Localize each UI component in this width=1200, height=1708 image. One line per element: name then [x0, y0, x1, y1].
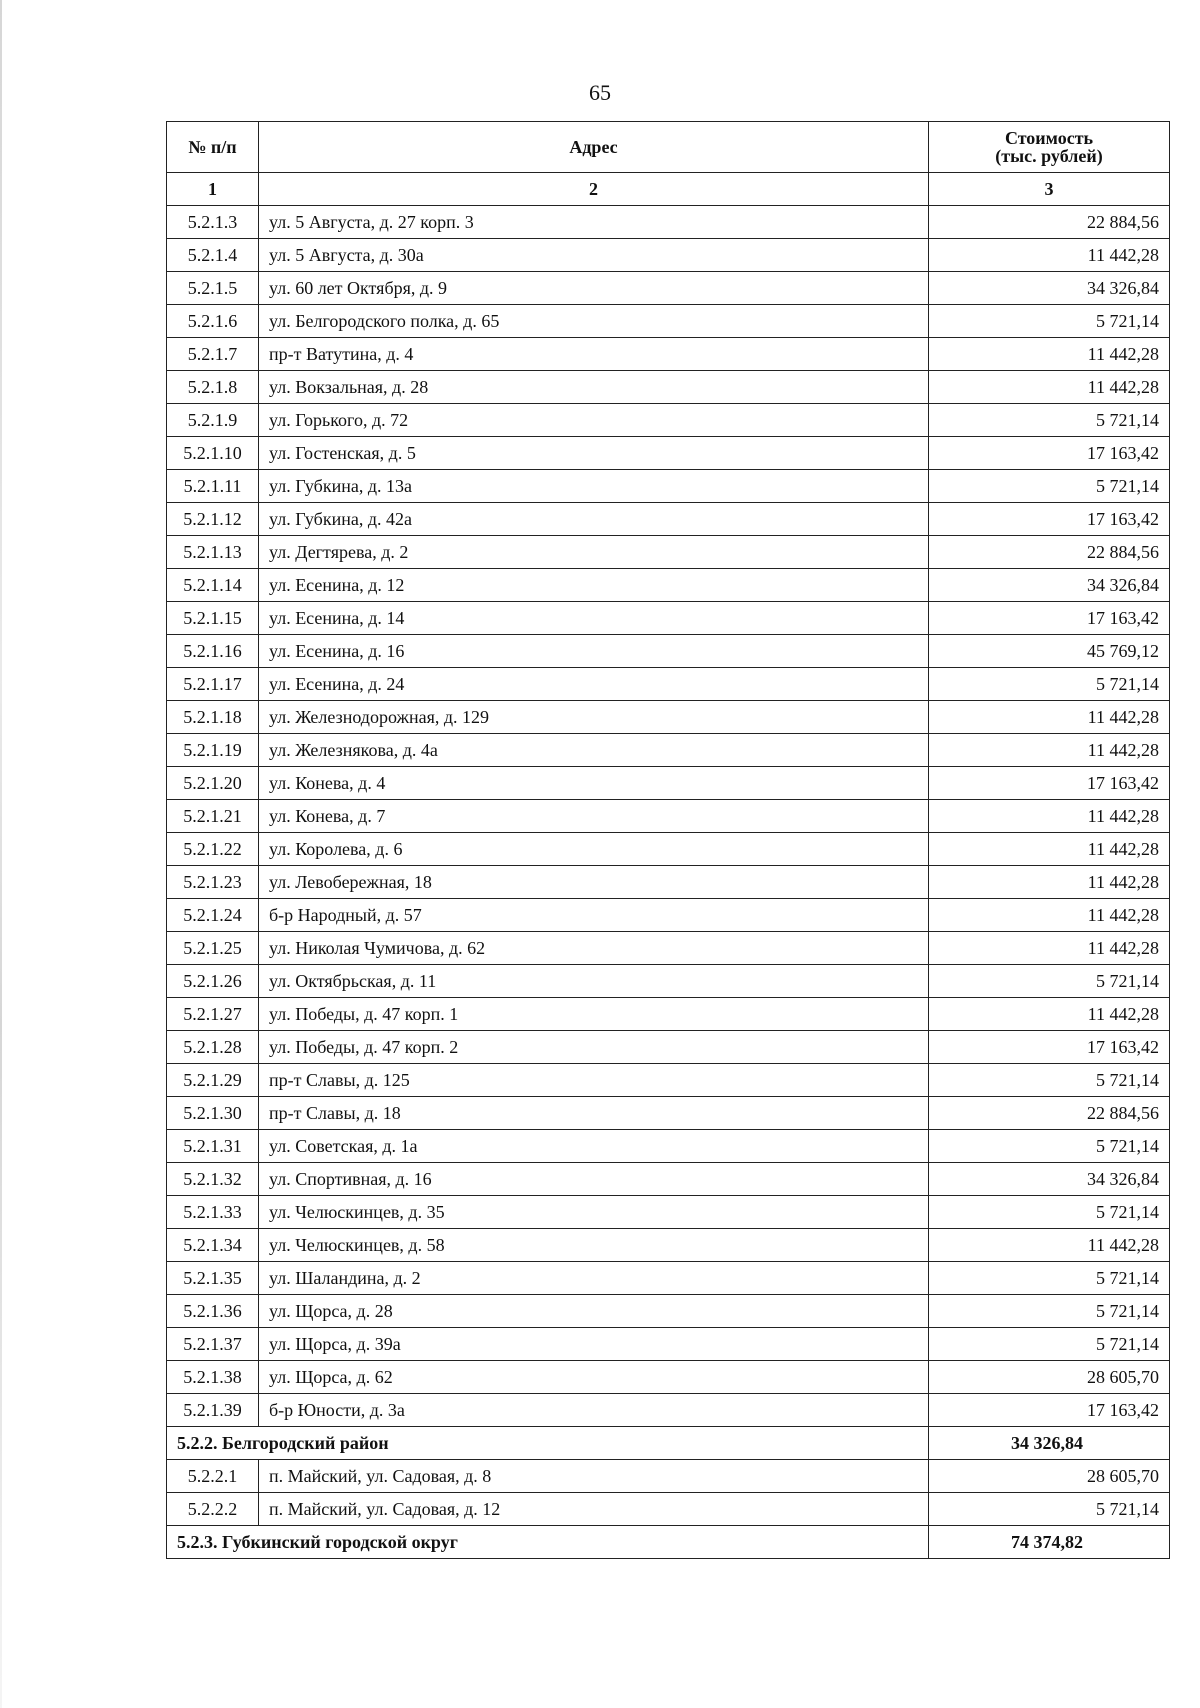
row-address: ул. Губкина, д. 13а	[259, 470, 929, 503]
header-address: Адрес	[259, 122, 929, 173]
row-cost: 11 442,28	[929, 866, 1170, 899]
header-cost-line2: (тыс. рублей)	[995, 146, 1103, 166]
row-number: 5.2.1.29	[167, 1064, 259, 1097]
table-row	[167, 734, 1170, 767]
row-number: 5.2.2.1	[167, 1460, 259, 1493]
row-cost: 5 721,14	[929, 1493, 1170, 1526]
row-number: 5.2.1.22	[167, 833, 259, 866]
table-row	[167, 1394, 1170, 1427]
row-cost: 22 884,56	[929, 1097, 1170, 1130]
row-address: ул. Есенина, д. 14	[259, 602, 929, 635]
table-row	[167, 899, 1170, 932]
section-row	[167, 1526, 1170, 1559]
row-cost: 17 163,42	[929, 437, 1170, 470]
row-cost: 11 442,28	[929, 734, 1170, 767]
table-row	[167, 1130, 1170, 1163]
row-cost: 34 326,84	[929, 1163, 1170, 1196]
row-number: 5.2.1.30	[167, 1097, 259, 1130]
section-title: 5.2.2. Белгородский район	[167, 1427, 929, 1460]
row-number: 5.2.1.18	[167, 701, 259, 734]
row-cost: 5 721,14	[929, 965, 1170, 998]
row-cost: 5 721,14	[929, 668, 1170, 701]
cost-table	[166, 121, 1170, 1559]
row-address: ул. Белгородского полка, д. 65	[259, 305, 929, 338]
table-row	[167, 503, 1170, 536]
row-address: ул. Дегтярева, д. 2	[259, 536, 929, 569]
row-number: 5.2.1.20	[167, 767, 259, 800]
section-row	[167, 1427, 1170, 1460]
table-row	[167, 833, 1170, 866]
row-address: ул. Спортивная, д. 16	[259, 1163, 929, 1196]
row-cost: 11 442,28	[929, 371, 1170, 404]
row-number: 5.2.1.13	[167, 536, 259, 569]
row-address: пр-т Славы, д. 125	[259, 1064, 929, 1097]
row-address: ул. Конева, д. 7	[259, 800, 929, 833]
row-address: ул. Конева, д. 4	[259, 767, 929, 800]
row-cost: 11 442,28	[929, 701, 1170, 734]
row-number: 5.2.1.12	[167, 503, 259, 536]
row-cost: 34 326,84	[929, 272, 1170, 305]
row-number: 5.2.1.35	[167, 1262, 259, 1295]
column-number: 2	[259, 173, 929, 206]
column-number-row	[167, 173, 1170, 206]
row-address: ул. Николая Чумичова, д. 62	[259, 932, 929, 965]
table-row	[167, 1493, 1170, 1526]
row-address: ул. Железнякова, д. 4а	[259, 734, 929, 767]
row-address: ул. Губкина, д. 42а	[259, 503, 929, 536]
row-address: пр-т Ватутина, д. 4	[259, 338, 929, 371]
row-address: ул. Есенина, д. 16	[259, 635, 929, 668]
row-address: ул. Гостенская, д. 5	[259, 437, 929, 470]
row-number: 5.2.1.19	[167, 734, 259, 767]
row-cost: 5 721,14	[929, 1196, 1170, 1229]
table-row	[167, 1460, 1170, 1493]
row-number: 5.2.1.26	[167, 965, 259, 998]
scan-edge	[0, 0, 2, 1708]
table-row	[167, 371, 1170, 404]
header-cost-line1: Стоимость	[1004, 128, 1094, 148]
rows-belgorod-items	[167, 1460, 1170, 1526]
row-address: пр-т Славы, д. 18	[259, 1097, 929, 1130]
row-address: ул. Челюскинцев, д. 35	[259, 1196, 929, 1229]
row-address: ул. Есенина, д. 12	[259, 569, 929, 602]
table-row	[167, 470, 1170, 503]
row-cost: 11 442,28	[929, 239, 1170, 272]
row-number: 5.2.1.15	[167, 602, 259, 635]
row-cost: 17 163,42	[929, 1394, 1170, 1427]
table-row	[167, 1031, 1170, 1064]
row-address: ул. Горького, д. 72	[259, 404, 929, 437]
row-address: ул. 5 Августа, д. 27 корп. 3	[259, 206, 929, 239]
row-cost: 11 442,28	[929, 932, 1170, 965]
table-row	[167, 998, 1170, 1031]
row-number: 5.2.1.6	[167, 305, 259, 338]
row-number: 5.2.2.2	[167, 1493, 259, 1526]
rows-gubkin-city	[167, 206, 1170, 1427]
row-cost: 17 163,42	[929, 503, 1170, 536]
row-number: 5.2.1.31	[167, 1130, 259, 1163]
row-cost: 45 769,12	[929, 635, 1170, 668]
table-row	[167, 338, 1170, 371]
header-row	[167, 122, 1170, 173]
column-number: 1	[167, 173, 259, 206]
table-row	[167, 1064, 1170, 1097]
row-number: 5.2.1.16	[167, 635, 259, 668]
row-cost: 11 442,28	[929, 998, 1170, 1031]
table-row	[167, 1295, 1170, 1328]
table-row	[167, 305, 1170, 338]
table-row	[167, 536, 1170, 569]
row-address: ул. Щорса, д. 39а	[259, 1328, 929, 1361]
row-cost: 11 442,28	[929, 899, 1170, 932]
row-cost: 17 163,42	[929, 767, 1170, 800]
row-number: 5.2.1.11	[167, 470, 259, 503]
row-cost: 5 721,14	[929, 470, 1170, 503]
table-row	[167, 1328, 1170, 1361]
table-row	[167, 404, 1170, 437]
row-cost: 5 721,14	[929, 1130, 1170, 1163]
table-row	[167, 767, 1170, 800]
row-number: 5.2.1.38	[167, 1361, 259, 1394]
table-row	[167, 272, 1170, 305]
row-cost: 5 721,14	[929, 1262, 1170, 1295]
section-title: 5.2.3. Губкинский городской округ	[167, 1526, 929, 1559]
table-row	[167, 1229, 1170, 1262]
row-address: ул. Железнодорожная, д. 129	[259, 701, 929, 734]
row-cost: 22 884,56	[929, 206, 1170, 239]
row-number: 5.2.1.24	[167, 899, 259, 932]
table-row	[167, 965, 1170, 998]
row-cost: 34 326,84	[929, 569, 1170, 602]
row-number: 5.2.1.5	[167, 272, 259, 305]
row-number: 5.2.1.25	[167, 932, 259, 965]
row-cost: 22 884,56	[929, 536, 1170, 569]
row-cost: 28 605,70	[929, 1460, 1170, 1493]
header-cost	[929, 122, 1170, 173]
row-number: 5.2.1.21	[167, 800, 259, 833]
row-cost: 5 721,14	[929, 1328, 1170, 1361]
table-row	[167, 1262, 1170, 1295]
row-number: 5.2.1.33	[167, 1196, 259, 1229]
page-number: 65	[589, 80, 611, 105]
table-row	[167, 1196, 1170, 1229]
row-address: б-р Народный, д. 57	[259, 899, 929, 932]
row-number: 5.2.1.14	[167, 569, 259, 602]
row-cost: 5 721,14	[929, 305, 1170, 338]
table-row	[167, 866, 1170, 899]
row-cost: 11 442,28	[929, 1229, 1170, 1262]
table-row	[167, 668, 1170, 701]
row-number: 5.2.1.8	[167, 371, 259, 404]
section-cost: 34 326,84	[929, 1427, 1170, 1460]
row-address: б-р Юности, д. 3а	[259, 1394, 929, 1427]
row-address: ул. Советская, д. 1а	[259, 1130, 929, 1163]
row-address: ул. Победы, д. 47 корп. 1	[259, 998, 929, 1031]
row-address: ул. 5 Августа, д. 30а	[259, 239, 929, 272]
row-address: ул. Левобережная, 18	[259, 866, 929, 899]
header-num: № п/п	[167, 122, 259, 173]
row-address: ул. Есенина, д. 24	[259, 668, 929, 701]
row-cost: 11 442,28	[929, 800, 1170, 833]
row-number: 5.2.1.4	[167, 239, 259, 272]
row-cost: 11 442,28	[929, 338, 1170, 371]
row-number: 5.2.1.34	[167, 1229, 259, 1262]
row-number: 5.2.1.9	[167, 404, 259, 437]
row-address: ул. 60 лет Октября, д. 9	[259, 272, 929, 305]
row-address: п. Майский, ул. Садовая, д. 12	[259, 1493, 929, 1526]
table-row	[167, 569, 1170, 602]
row-address: ул. Челюскинцев, д. 58	[259, 1229, 929, 1262]
row-address: ул. Октябрьская, д. 11	[259, 965, 929, 998]
row-number: 5.2.1.37	[167, 1328, 259, 1361]
row-address: ул. Щорса, д. 28	[259, 1295, 929, 1328]
row-number: 5.2.1.3	[167, 206, 259, 239]
section-cost: 74 374,82	[929, 1526, 1170, 1559]
rows-gubkin	[167, 1526, 1170, 1559]
table-row	[167, 701, 1170, 734]
table-row	[167, 1361, 1170, 1394]
row-cost: 11 442,28	[929, 833, 1170, 866]
row-number: 5.2.1.32	[167, 1163, 259, 1196]
table-row	[167, 635, 1170, 668]
row-address: ул. Королева, д. 6	[259, 833, 929, 866]
column-number: 3	[929, 173, 1170, 206]
row-cost: 28 605,70	[929, 1361, 1170, 1394]
row-cost: 5 721,14	[929, 1295, 1170, 1328]
row-cost: 17 163,42	[929, 1031, 1170, 1064]
row-address: ул. Победы, д. 47 корп. 2	[259, 1031, 929, 1064]
row-number: 5.2.1.36	[167, 1295, 259, 1328]
table-row	[167, 602, 1170, 635]
table-row	[167, 1163, 1170, 1196]
row-number: 5.2.1.7	[167, 338, 259, 371]
row-number: 5.2.1.39	[167, 1394, 259, 1427]
table-row	[167, 800, 1170, 833]
row-address: ул. Вокзальная, д. 28	[259, 371, 929, 404]
row-address: ул. Шаландина, д. 2	[259, 1262, 929, 1295]
table-row	[167, 239, 1170, 272]
row-number: 5.2.1.10	[167, 437, 259, 470]
row-number: 5.2.1.27	[167, 998, 259, 1031]
row-number: 5.2.1.28	[167, 1031, 259, 1064]
row-address: п. Майский, ул. Садовая, д. 8	[259, 1460, 929, 1493]
table-row	[167, 437, 1170, 470]
row-number: 5.2.1.23	[167, 866, 259, 899]
row-cost: 17 163,42	[929, 602, 1170, 635]
rows-belgorod	[167, 1427, 1170, 1460]
table-row	[167, 932, 1170, 965]
row-number: 5.2.1.17	[167, 668, 259, 701]
row-address: ул. Щорса, д. 62	[259, 1361, 929, 1394]
table-row	[167, 1097, 1170, 1130]
table-row	[167, 206, 1170, 239]
row-cost: 5 721,14	[929, 1064, 1170, 1097]
row-cost: 5 721,14	[929, 404, 1170, 437]
